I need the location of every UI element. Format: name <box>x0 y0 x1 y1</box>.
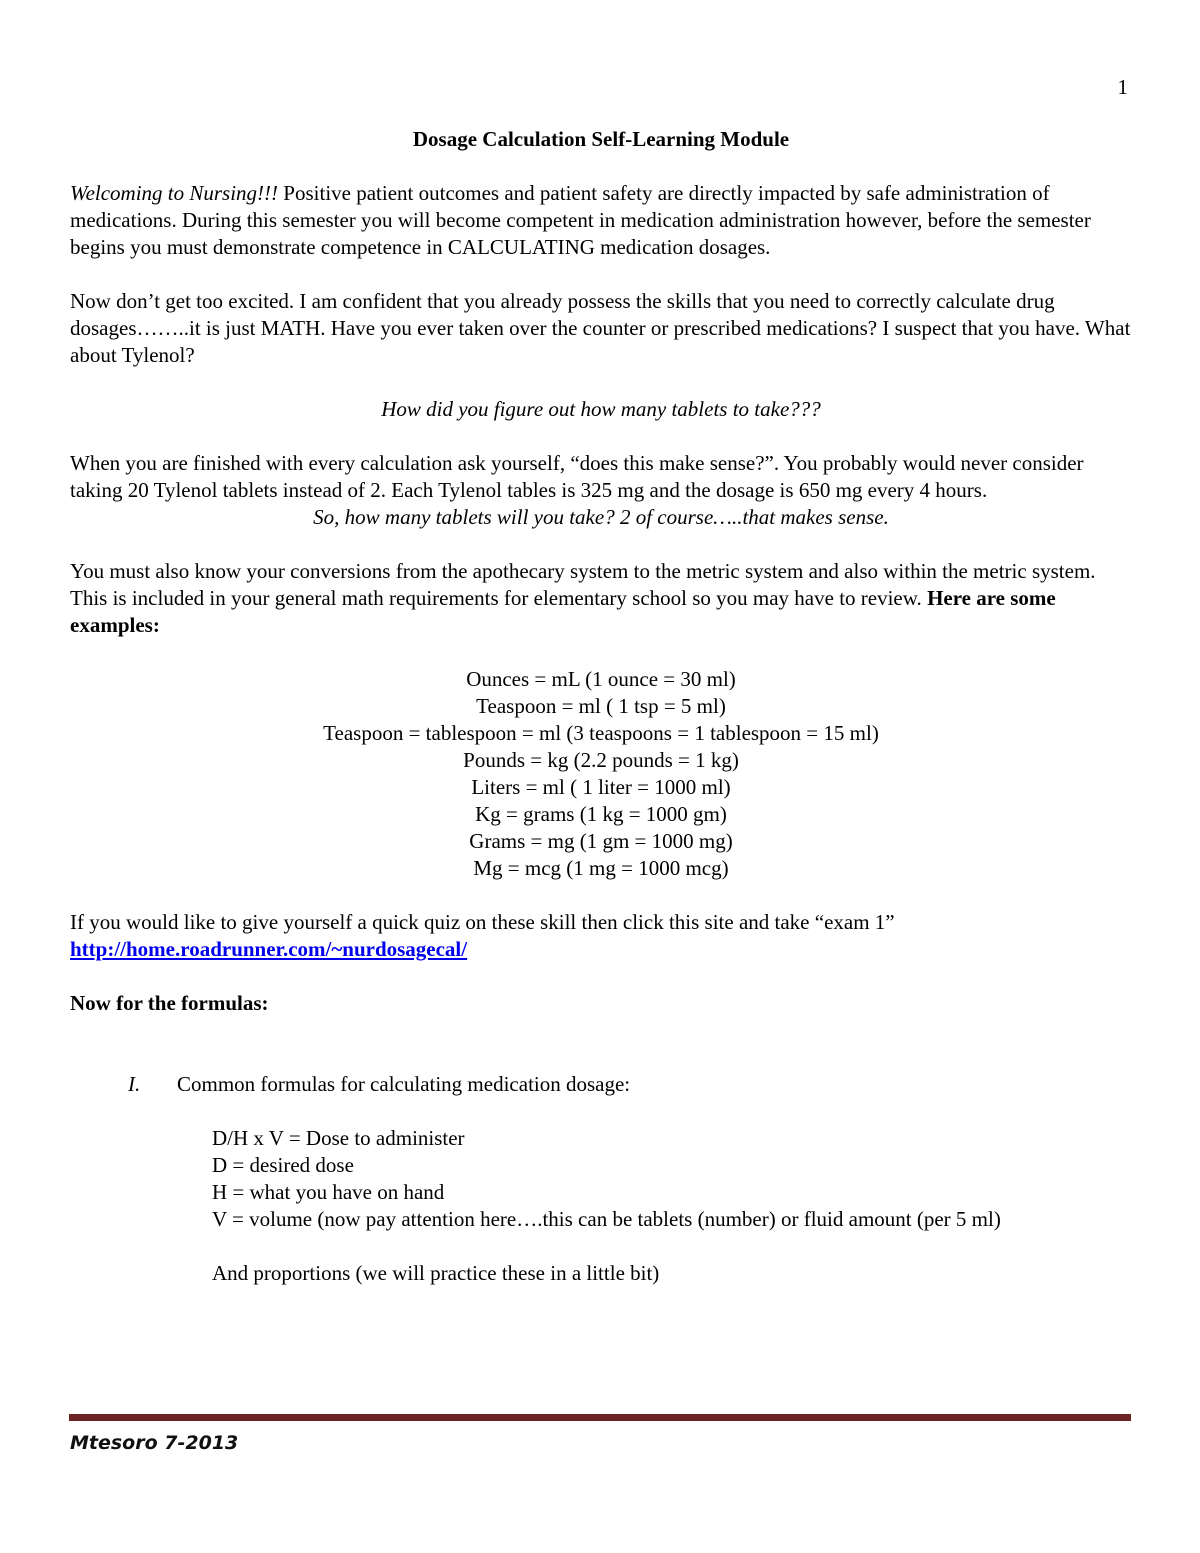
formula-list <box>212 1125 1132 1287</box>
page-number: 1 <box>1117 75 1128 99</box>
section-number: I. <box>128 1072 141 1096</box>
proportions-line: And proportions (we will practice these in a little bit) <box>212 1261 660 1285</box>
sense-paragraph: When you are finished with every calculation ask yourself, “does this make sense?”. You probably would never consider taking 20 Tylenol tablets instead of 2. Each Tylenol tables is 325 mg and the dosage is 650 mg every 4 hours. <box>70 451 1084 502</box>
conversion-item: Ounces = mL (1 ounce = 30 ml) <box>466 667 736 691</box>
conversion-item: Grams = mg (1 gm = 1000 mg) <box>469 829 733 853</box>
conversion-item: Teaspoon = tablespoon = ml (3 teaspoons = 1 tablespoon = 15 ml) <box>323 721 879 745</box>
section-heading: Common formulas for calculating medication dosage: <box>177 1072 631 1096</box>
page-title: Dosage Calculation Self-Learning Module <box>412 127 790 151</box>
conversion-item: Mg = mcg (1 mg = 1000 mcg) <box>473 856 729 880</box>
quiz-text: If you would like to give yourself a quick quiz on these skill then click this site and take “exam 1” <box>70 910 895 934</box>
footer-author: Mtesoro 7-2013 <box>70 1432 239 1454</box>
formula-line: D = desired dose <box>212 1153 354 1177</box>
document-body <box>70 126 1132 1287</box>
formula-line: D/H x V = Dose to administer <box>212 1126 465 1150</box>
welcome-text: Welcoming to Nursing!!! <box>70 181 279 205</box>
conversions-paragraph <box>70 558 1132 639</box>
examples-label: Here are some examples: <box>70 586 1056 637</box>
conversion-item: Kg = grams (1 kg = 1000 gm) <box>475 802 727 826</box>
math-paragraph: Now don’t get too excited. I am confident that you already possess the skills that you need to correctly calculate drug dosages……..it is just MATH. Have you ever taken over the counter or prescribed medications? I suspect that you have. What about Tylenol? <box>70 289 1131 367</box>
conversion-item: Teaspoon = ml ( 1 tsp = 5 ml) <box>476 694 726 718</box>
footer-divider <box>69 1414 1131 1421</box>
formula-line: H = what you have on hand <box>212 1180 445 1204</box>
conversions-text: You must also know your conversions from the apothecary system to the metric system and also within the metric system. This is included in your general math requirements for elementary school so you may have to review. <box>70 559 1096 610</box>
formulas-heading: Now for the formulas: <box>70 991 269 1015</box>
intro-text: Positive patient outcomes and patient safety are directly impacted by safe administration of medications. During this semester you will become competent in medication administration however, before the semester begins you must demonstrate competence in CALCULATING medication dosages. <box>70 181 1091 259</box>
quiz-link[interactable]: http://home.roadrunner.com/~nurdosagecal/ <box>70 937 468 961</box>
conversion-item: Liters = ml ( 1 liter = 1000 ml) <box>471 775 731 799</box>
formula-line: V = volume (now pay attention here….this can be tablets (number) or fluid amount (per 5 ml) <box>212 1207 1001 1231</box>
conversion-list <box>70 666 1132 882</box>
formula-section <box>128 1071 1132 1098</box>
tablets-question: How did you figure out how many tablets to take??? <box>381 397 821 421</box>
conversion-item: Pounds = kg (2.2 pounds = 1 kg) <box>463 748 739 772</box>
sense-line: So, how many tablets will you take? 2 of course…..that makes sense. <box>313 505 889 529</box>
intro-paragraph <box>70 180 1132 261</box>
